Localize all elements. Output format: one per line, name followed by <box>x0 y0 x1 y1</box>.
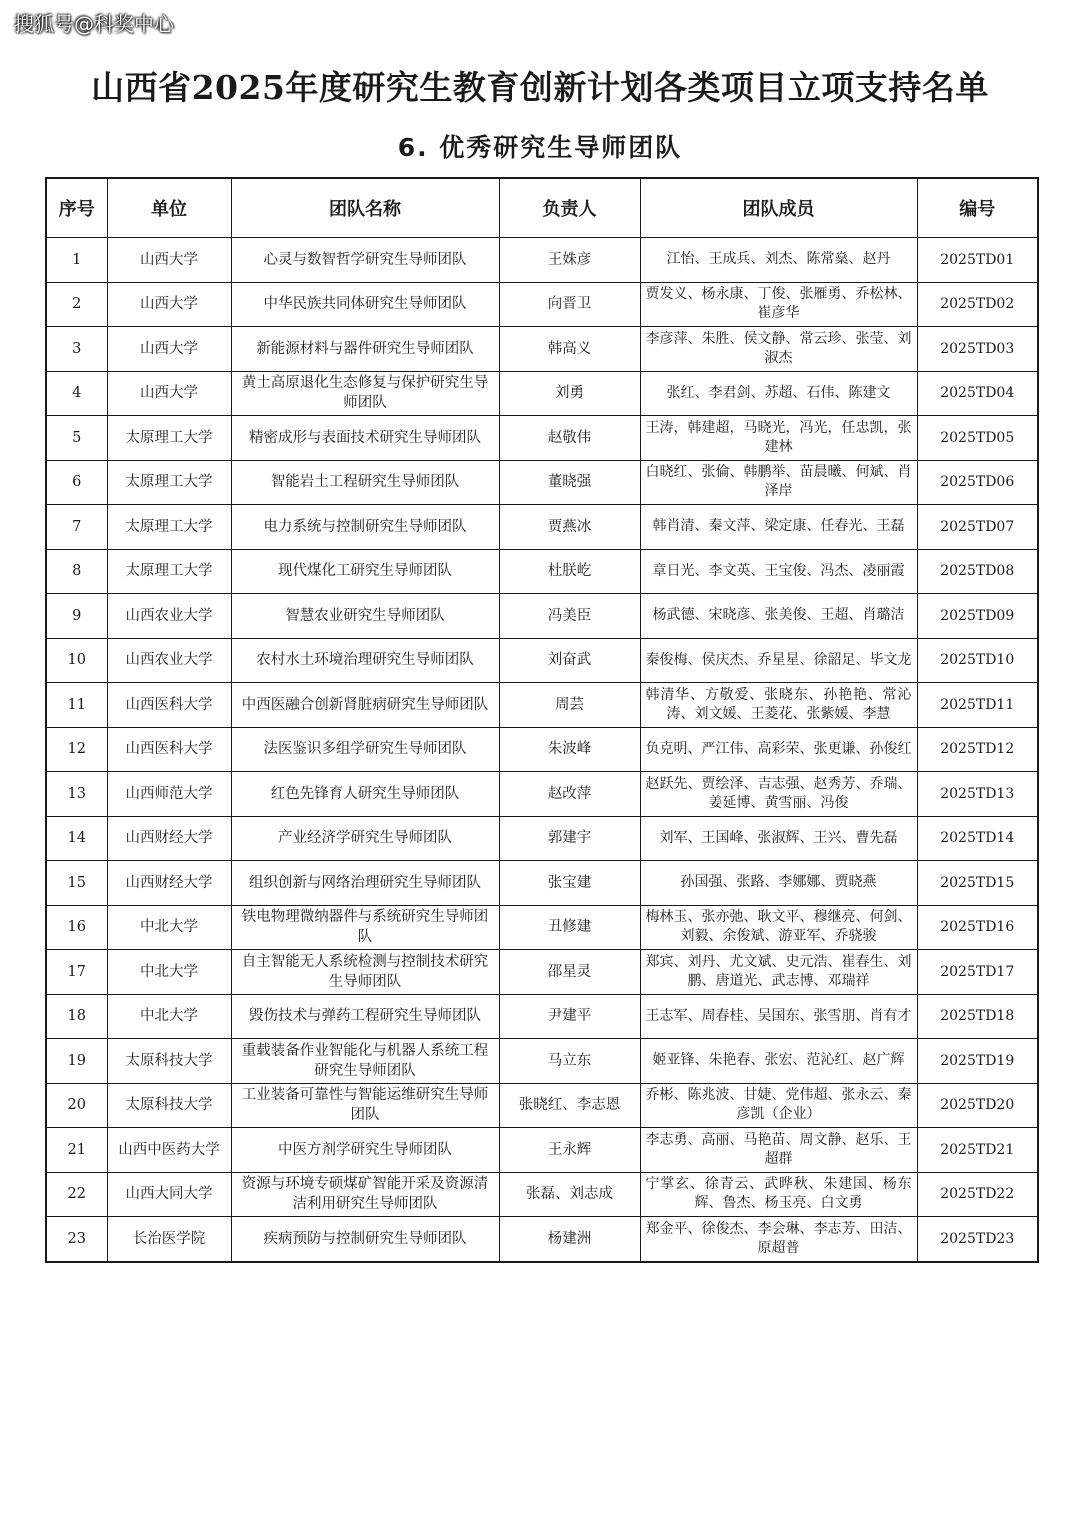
cell-unit: 中北大学 <box>107 905 231 950</box>
cell-team-name: 法医鉴识多组学研究生导师团队 <box>231 727 499 772</box>
cell-members: 郑金平、徐俊杰、李会琳、李志芳、田洁、原超普 <box>640 1217 917 1262</box>
cell-index: 3 <box>46 327 107 372</box>
cell-team-name: 重载装备作业智能化与机器人系统工程研究生导师团队 <box>231 1039 499 1084</box>
cell-index: 12 <box>46 727 107 772</box>
cell-members: 江怡、王成兵、刘杰、陈常燊、赵丹 <box>640 238 917 283</box>
cell-members: 王涛，韩建超，马晓光，冯光，任忠凯，张建林 <box>640 416 917 461</box>
cell-code: 2025TD19 <box>917 1039 1038 1084</box>
cell-leader: 韩高义 <box>499 327 640 372</box>
table-row <box>46 416 1038 461</box>
col-header-unit: 单位 <box>107 178 231 238</box>
col-header-index: 序号 <box>46 178 107 238</box>
cell-team-name: 产业经济学研究生导师团队 <box>231 816 499 861</box>
cell-unit: 中北大学 <box>107 994 231 1039</box>
cell-index: 6 <box>46 460 107 505</box>
cell-members: 杨武德、宋晓彦、张美俊、王超、肖璐洁 <box>640 594 917 639</box>
cell-code: 2025TD09 <box>917 594 1038 639</box>
cell-members: 李彦萍、朱胜、侯文静、常云珍、张莹、刘淑杰 <box>640 327 917 372</box>
cell-index: 4 <box>46 371 107 416</box>
col-header-code: 编号 <box>917 178 1038 238</box>
cell-code: 2025TD13 <box>917 772 1038 817</box>
table-row <box>46 1217 1038 1262</box>
cell-index: 19 <box>46 1039 107 1084</box>
cell-unit: 山西财经大学 <box>107 816 231 861</box>
cell-unit: 长治医学院 <box>107 1217 231 1262</box>
cell-leader: 丑修建 <box>499 905 640 950</box>
cell-team-name: 资源与环境专硕煤矿智能开采及资源清洁利用研究生导师团队 <box>231 1172 499 1217</box>
cell-index: 18 <box>46 994 107 1039</box>
cell-code: 2025TD23 <box>917 1217 1038 1262</box>
cell-leader: 张宝建 <box>499 861 640 906</box>
cell-team-name: 心灵与数智哲学研究生导师团队 <box>231 238 499 283</box>
cell-members: 姬亚锋、朱艳春、张宏、范沁红、赵广辉 <box>640 1039 917 1084</box>
cell-members: 孙国强、张路、李娜娜、贾晓燕 <box>640 861 917 906</box>
cell-team-name: 现代煤化工研究生导师团队 <box>231 549 499 594</box>
cell-unit: 太原理工大学 <box>107 505 231 550</box>
cell-team-name: 中西医融合创新肾脏病研究生导师团队 <box>231 683 499 728</box>
cell-unit: 山西中医药大学 <box>107 1128 231 1173</box>
cell-code: 2025TD07 <box>917 505 1038 550</box>
cell-unit: 山西师范大学 <box>107 772 231 817</box>
table-row <box>46 327 1038 372</box>
cell-members: 负克明、严江伟、高彩荣、张更谦、孙俊红 <box>640 727 917 772</box>
cell-code: 2025TD22 <box>917 1172 1038 1217</box>
cell-code: 2025TD20 <box>917 1083 1038 1128</box>
cell-index: 16 <box>46 905 107 950</box>
cell-code: 2025TD08 <box>917 549 1038 594</box>
cell-team-name: 自主智能无人系统检测与控制技术研究生导师团队 <box>231 950 499 995</box>
cell-team-name: 电力系统与控制研究生导师团队 <box>231 505 499 550</box>
table-row <box>46 772 1038 817</box>
cell-members: 王志军、周春桂、吴国东、张雪朋、肖有才 <box>640 994 917 1039</box>
cell-team-name: 毁伤技术与弹药工程研究生导师团队 <box>231 994 499 1039</box>
table-row <box>46 727 1038 772</box>
cell-code: 2025TD14 <box>917 816 1038 861</box>
cell-leader: 马立东 <box>499 1039 640 1084</box>
cell-members: 白晓红、张倫、韩鹏举、苗晨曦、何斌、肖泽岸 <box>640 460 917 505</box>
table-row <box>46 238 1038 283</box>
cell-unit: 太原理工大学 <box>107 416 231 461</box>
table-row <box>46 505 1038 550</box>
cell-leader: 冯美臣 <box>499 594 640 639</box>
cell-leader: 贾燕冰 <box>499 505 640 550</box>
table-row <box>46 861 1038 906</box>
cell-index: 23 <box>46 1217 107 1262</box>
table-row <box>46 816 1038 861</box>
cell-leader: 王姝彦 <box>499 238 640 283</box>
cell-code: 2025TD12 <box>917 727 1038 772</box>
cell-index: 21 <box>46 1128 107 1173</box>
cell-index: 13 <box>46 772 107 817</box>
cell-members: 贾发义、杨永康、丁俊、张雁勇、乔松林、崔彦华 <box>640 282 917 327</box>
cell-code: 2025TD16 <box>917 905 1038 950</box>
cell-unit: 山西大学 <box>107 282 231 327</box>
cell-members: 宁掌玄、徐青云、武晔秋、朱建国、杨东辉、鲁杰、杨玉亮、白文勇 <box>640 1172 917 1217</box>
cell-leader: 尹建平 <box>499 994 640 1039</box>
cell-team-name: 农村水土环境治理研究生导师团队 <box>231 638 499 683</box>
cell-code: 2025TD21 <box>917 1128 1038 1173</box>
cell-unit: 山西大学 <box>107 327 231 372</box>
cell-members: 秦俊梅、侯庆杰、乔星星、徐韶足、毕文龙 <box>640 638 917 683</box>
table-row <box>46 950 1038 995</box>
cell-team-name: 新能源材料与器件研究生导师团队 <box>231 327 499 372</box>
cell-leader: 杜朕屹 <box>499 549 640 594</box>
cell-unit: 山西医科大学 <box>107 683 231 728</box>
cell-code: 2025TD06 <box>917 460 1038 505</box>
cell-code: 2025TD05 <box>917 416 1038 461</box>
cell-index: 2 <box>46 282 107 327</box>
cell-index: 8 <box>46 549 107 594</box>
table-row <box>46 1172 1038 1217</box>
page-subtitle: 6. 优秀研究生导师团队 <box>397 133 683 162</box>
cell-team-name: 黄土高原退化生态修复与保护研究生导师团队 <box>231 371 499 416</box>
cell-code: 2025TD15 <box>917 861 1038 906</box>
table-row <box>46 371 1038 416</box>
table-row <box>46 1083 1038 1128</box>
table-row <box>46 994 1038 1039</box>
cell-leader: 周芸 <box>499 683 640 728</box>
cell-team-name: 铁电物理微纳器件与系统研究生导师团队 <box>231 905 499 950</box>
col-header-team-name: 团队名称 <box>231 178 499 238</box>
cell-index: 9 <box>46 594 107 639</box>
cell-leader: 杨建洲 <box>499 1217 640 1262</box>
table-row <box>46 282 1038 327</box>
cell-index: 17 <box>46 950 107 995</box>
cell-code: 2025TD03 <box>917 327 1038 372</box>
cell-leader: 赵敬伟 <box>499 416 640 461</box>
cell-code: 2025TD02 <box>917 282 1038 327</box>
cell-members: 郑宾、刘丹、尤文斌、史元浩、崔春生、刘鹏、唐道光、武志博、邓瑞祥 <box>640 950 917 995</box>
cell-unit: 山西财经大学 <box>107 861 231 906</box>
cell-members: 韩清华、方敬爱、张晓东、孙艳艳、常沁涛、刘文媛、王菱花、张紫媛、李慧 <box>640 683 917 728</box>
table-row <box>46 549 1038 594</box>
cell-index: 15 <box>46 861 107 906</box>
cell-unit: 太原科技大学 <box>107 1083 231 1128</box>
cell-leader: 赵改萍 <box>499 772 640 817</box>
cell-index: 14 <box>46 816 107 861</box>
cell-unit: 山西大学 <box>107 238 231 283</box>
cell-team-name: 疾病预防与控制研究生导师团队 <box>231 1217 499 1262</box>
cell-code: 2025TD17 <box>917 950 1038 995</box>
cell-unit: 中北大学 <box>107 950 231 995</box>
table-row <box>46 905 1038 950</box>
cell-index: 1 <box>46 238 107 283</box>
table-row <box>46 638 1038 683</box>
cell-code: 2025TD18 <box>917 994 1038 1039</box>
cell-index: 7 <box>46 505 107 550</box>
cell-code: 2025TD04 <box>917 371 1038 416</box>
table-row <box>46 594 1038 639</box>
cell-team-name: 智能岩土工程研究生导师团队 <box>231 460 499 505</box>
table-row <box>46 1128 1038 1173</box>
cell-team-name: 中医方剂学研究生导师团队 <box>231 1128 499 1173</box>
table-row <box>46 460 1038 505</box>
table-header-row <box>46 178 1038 238</box>
cell-leader: 刘勇 <box>499 371 640 416</box>
cell-unit: 山西医科大学 <box>107 727 231 772</box>
cell-unit: 太原理工大学 <box>107 549 231 594</box>
cell-leader: 王永辉 <box>499 1128 640 1173</box>
team-table <box>45 177 1039 1263</box>
cell-team-name: 工业装备可靠性与智能运维研究生导师团队 <box>231 1083 499 1128</box>
page-title: 山西省2025年度研究生教育创新计划各类项目立项支持名单 <box>91 68 989 107</box>
cell-members: 刘军、王国峰、张淑辉、王兴、曹先磊 <box>640 816 917 861</box>
cell-leader: 朱波峰 <box>499 727 640 772</box>
cell-code: 2025TD11 <box>917 683 1038 728</box>
table-body <box>46 238 1038 1262</box>
cell-leader: 向晋卫 <box>499 282 640 327</box>
cell-team-name: 精密成形与表面技术研究生导师团队 <box>231 416 499 461</box>
cell-members: 乔彬、陈兆波、甘婕、党伟超、张永云、秦彦凯（企业） <box>640 1083 917 1128</box>
cell-members: 韩肖清、秦文萍、梁定康、任春光、王磊 <box>640 505 917 550</box>
cell-leader: 董晓强 <box>499 460 640 505</box>
cell-index: 5 <box>46 416 107 461</box>
cell-team-name: 智慧农业研究生导师团队 <box>231 594 499 639</box>
cell-unit: 太原科技大学 <box>107 1039 231 1084</box>
cell-index: 20 <box>46 1083 107 1128</box>
watermark: 搜狐号@科奖中心 <box>14 12 174 36</box>
cell-unit: 山西农业大学 <box>107 638 231 683</box>
cell-members: 梅林玉、张亦弛、耿文平、穆继亮、何剑、刘毅、余俊斌、游亚军、乔骁骏 <box>640 905 917 950</box>
col-header-leader: 负责人 <box>499 178 640 238</box>
cell-index: 11 <box>46 683 107 728</box>
cell-unit: 山西大学 <box>107 371 231 416</box>
cell-code: 2025TD10 <box>917 638 1038 683</box>
cell-team-name: 红色先锋育人研究生导师团队 <box>231 772 499 817</box>
cell-index: 10 <box>46 638 107 683</box>
cell-members: 李志勇、高丽、马艳苗、周文静、赵乐、王超群 <box>640 1128 917 1173</box>
cell-leader: 郭建宇 <box>499 816 640 861</box>
table-row <box>46 683 1038 728</box>
cell-unit: 山西农业大学 <box>107 594 231 639</box>
cell-leader: 刘奋武 <box>499 638 640 683</box>
cell-members: 张红、李君剑、苏超、石伟、陈建文 <box>640 371 917 416</box>
cell-unit: 山西大同大学 <box>107 1172 231 1217</box>
cell-code: 2025TD01 <box>917 238 1038 283</box>
table-row <box>46 1039 1038 1084</box>
cell-team-name: 组织创新与网络治理研究生导师团队 <box>231 861 499 906</box>
cell-leader: 张晓红、李志恩 <box>499 1083 640 1128</box>
cell-team-name: 中华民族共同体研究生导师团队 <box>231 282 499 327</box>
cell-members: 赵跃先、贾绘泽、吉志强、赵秀芳、乔瑞、姜延博、黄雪丽、冯俊 <box>640 772 917 817</box>
cell-index: 22 <box>46 1172 107 1217</box>
cell-leader: 邵星灵 <box>499 950 640 995</box>
cell-unit: 太原理工大学 <box>107 460 231 505</box>
cell-members: 章日光、李文英、王宝俊、冯杰、凌丽霞 <box>640 549 917 594</box>
cell-leader: 张磊、刘志成 <box>499 1172 640 1217</box>
col-header-members: 团队成员 <box>640 178 917 238</box>
